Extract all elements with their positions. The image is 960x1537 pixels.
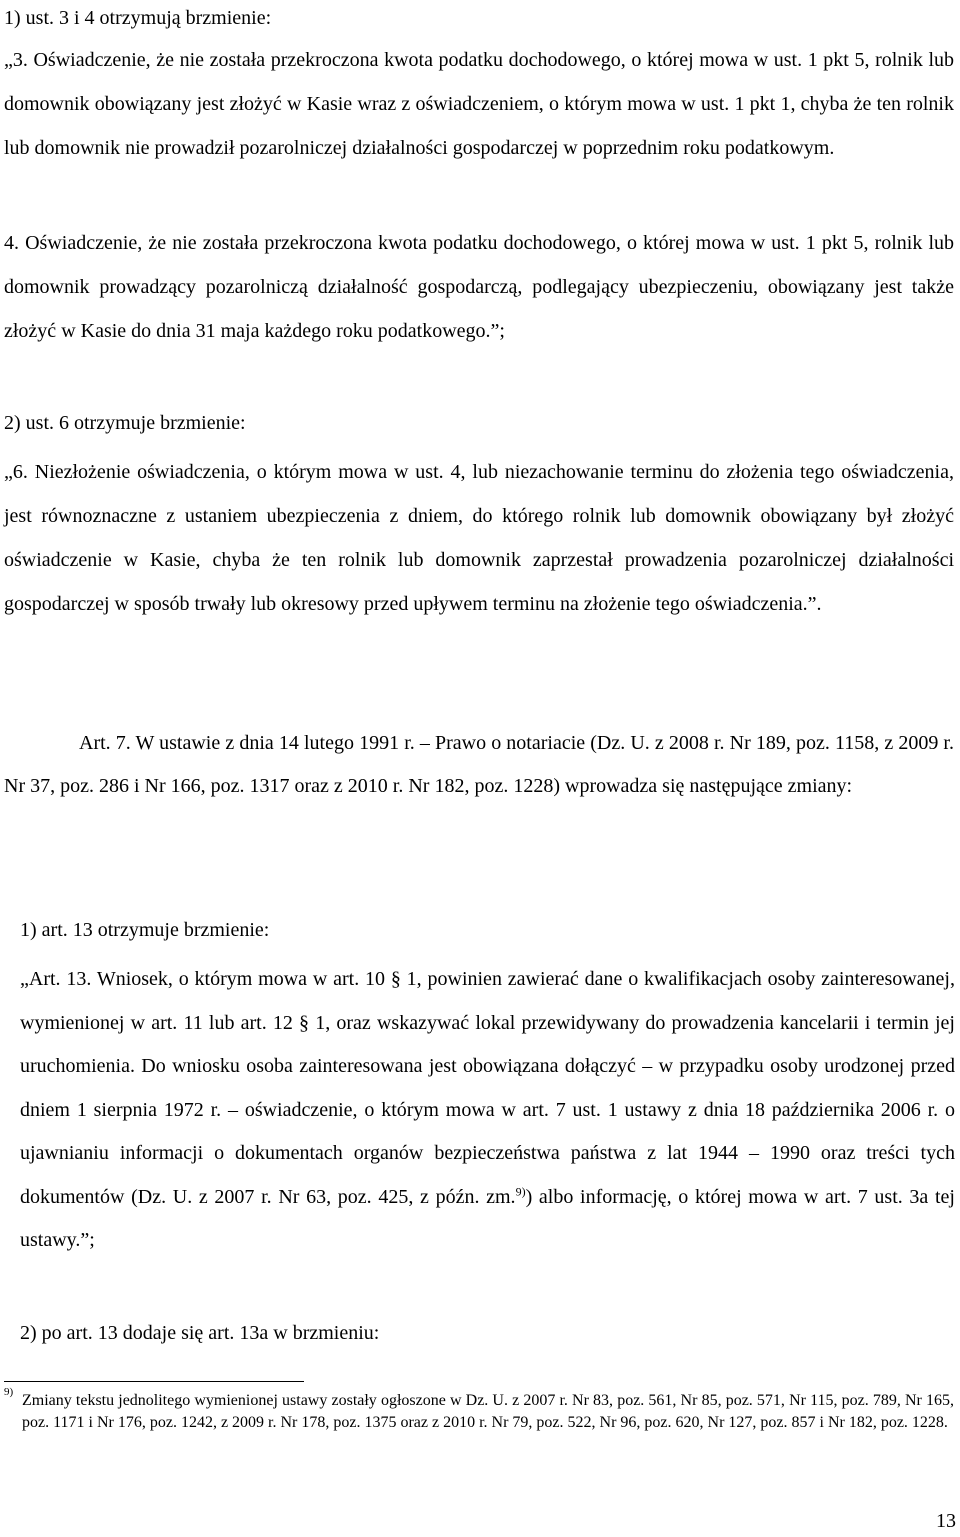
paragraph-3: „3. Oświadczenie, że nie została przekroczona kwota podatku dochodowego, o której mowa w ust. 1 pkt 5, rolnik lub domownik obowiązany jest złożyć w Kasie wraz z oświadczeniem, o którym mowa w ust. 1 pkt 1, chyba że ten rolnik lub domownik nie prowadził pozarolniczej działalności gospodarczej w poprzednim roku podatkowym.: [4, 49, 954, 159]
paragraph-4: 4. Oświadczenie, że nie została przekroczona kwota podatku dochodowego, o której mowa w ust. 1 pkt 5, rolnik lub domownik prowadzący pozarolniczą działalność gospodarczą, podlegający ubezpieczeniu, obowiązany jest także złożyć w Kasie do dnia 31 maja każdego roku podatkowego.”;: [4, 232, 954, 342]
art7-item-2-header: 2) po art. 13 dodaje się art. 13a w brzmieniu:: [20, 1322, 380, 1344]
article-13-text: [20, 958, 955, 1263]
article-13-text-end: ) albo informację, o której mowa w art. 7 ust. 3a tej ustawy.”;: [20, 1185, 955, 1251]
footnote-text: Zmiany tekstu jednolitego wymienionej ustawy zostały ogłoszone w Dz. U. z 2007 r. Nr 83, poz. 561, Nr 85, poz. 571, Nr 115, poz. 789, Nr 165, poz. 1171 i Nr 176, poz. 1242, z 2009 r. Nr 178, poz. 1375 oraz z 2010 r. Nr 79, poz. 522, Nr 96, poz. 620, Nr 127, poz. 857 i Nr 182, poz. 1228.: [22, 1392, 954, 1431]
art7-item-1-header: 1) art. 13 otrzymuje brzmienie:: [20, 919, 270, 941]
footnote-mark: 9): [4, 1386, 14, 1398]
article-7: Art. 7. W ustawie z dnia 14 lutego 1991 r. – Prawo o notariacie (Dz. U. z 2008 r. Nr 189, poz. 1158, z 2009 r. Nr 37, poz. 286 i Nr 166, poz. 1317 oraz z 2010 r. Nr 182, poz. 1228) wprowadza się następujące zmiany:: [4, 732, 954, 797]
item-2-header: 2) ust. 6 otrzymuje brzmienie:: [4, 412, 246, 434]
paragraph-6: „6. Niezłożenie oświadczenia, o którym mowa w ust. 4, lub niezachowanie terminu do złożenia tego oświadczenia, jest równoznaczne z ustaniem ubezpieczenia z dniem, do którego rolnik lub domownik obowiązany był złożyć oświadczenie w Kasie, chyba że ten rolnik lub domownik zaprzestał prowadzenia pozarolniczej działalności gospodarczej w sposób trwały lub okresowy przed upływem terminu na złożenie tego oświadczenia.”.: [4, 461, 954, 615]
footnote-separator: [4, 1381, 304, 1382]
item-1-header: 1) ust. 3 i 4 otrzymują brzmienie:: [4, 7, 272, 29]
footnote-reference[interactable]: 9): [515, 1183, 526, 1198]
article-13-text-main: „Art. 13. Wniosek, o którym mowa w art. 10 § 1, powinien zawierać dane o kwalifikacjach osoby zainteresowanej, wymienionej w art. 11 lub art. 12 § 1, oraz wskazywać lokal przewidywany do prowadzenia kancelarii i termin jej uruchomienia. Do wniosku osoba zainteresowana jest obowiązana dołączyć – w przypadku osoby urodzonej przed dniem 1 sierpnia 1972 r. – oświadczenie, o którym mowa w art. 7 ust. 1 ustawy z dnia 18 października 2006 r. o ujawnianiu informacji o dokumentach organów bezpieczeństwa państwa z lat 1944 – 1990 oraz treści tych dokumentów (Dz. U. z 2007 r. Nr 63, poz. 425, z późn. zm.: [20, 968, 955, 1208]
page-number: 13: [936, 1510, 956, 1532]
